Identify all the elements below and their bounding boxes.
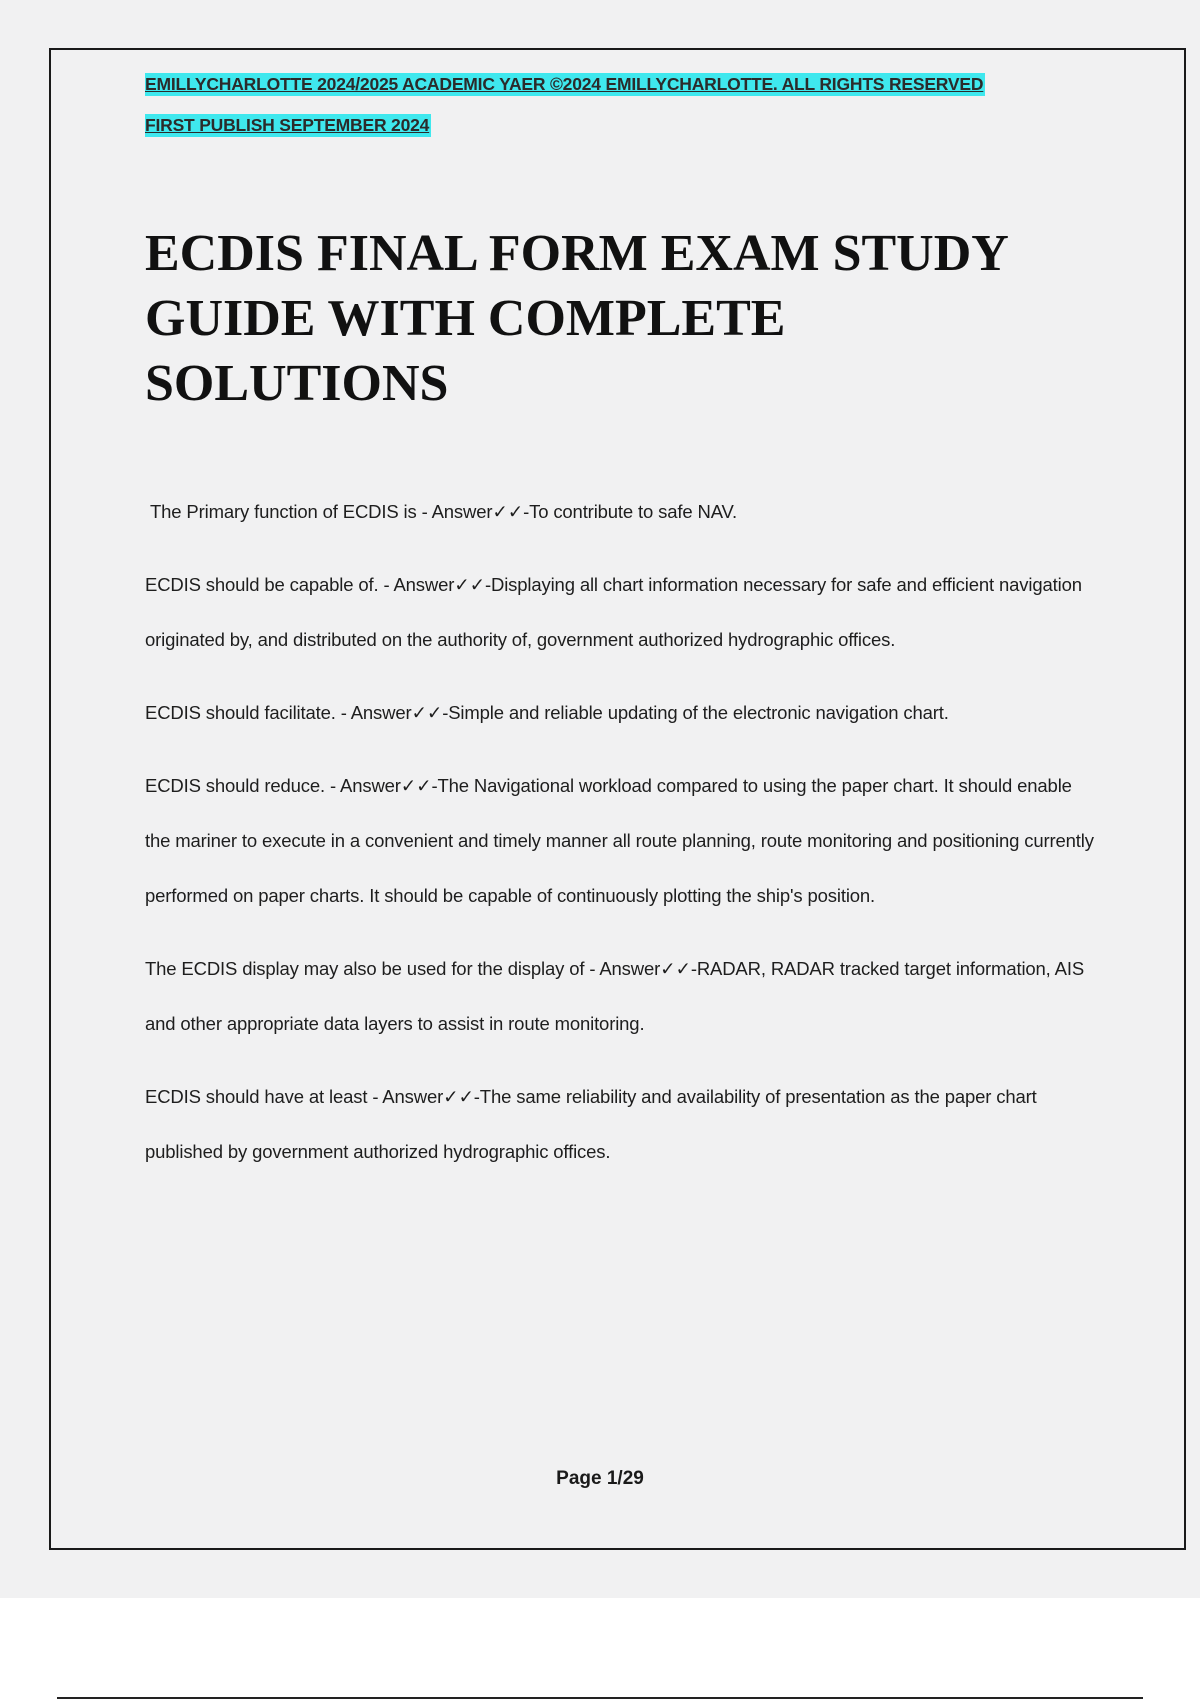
qa-item: ECDIS should reduce. - Answer✓✓-The Navigational workload compared to using the paper chart. It should enable the mariner to execute in a convenient and timely manner all route planning, route monitoring and positioning currently performed on paper charts. It should be capable of continuously plotting the ship's position. xyxy=(145,775,1094,906)
divider xyxy=(57,1697,1143,1699)
header-block xyxy=(145,70,1095,137)
copyright-header: EMILLYCHARLOTTE 2024/2025 ACADEMIC YAER ©2024 EMILLYCHARLOTTE. ALL RIGHTS RESERVED xyxy=(145,74,984,94)
page-number: Page 1/29 xyxy=(556,1468,644,1489)
publish-date-header: FIRST PUBLISH SEPTEMBER 2024 xyxy=(145,115,430,135)
qa-item: The ECDIS display may also be used for the display of - Answer✓✓-RADAR, RADAR tracked target information, AIS and other appropriate data layers to assist in route monitoring. xyxy=(145,958,1085,1034)
document-title: ECDIS FINAL FORM EXAM STUDY GUIDE WITH COMPLETE SOLUTIONS xyxy=(145,225,1007,412)
qa-item: ECDIS should have at least - Answer✓✓-The same reliability and availability of presentation as the paper chart published by government authorized hydrographic offices. xyxy=(145,1086,1037,1162)
qa-list xyxy=(145,484,1095,1179)
qa-item: ECDIS should facilitate. - Answer✓✓-Simple and reliable updating of the electronic navigation chart. xyxy=(145,702,949,723)
page-content xyxy=(145,70,1095,1179)
qa-item: The Primary function of ECDIS is - Answer✓✓-To contribute to safe NAV. xyxy=(150,501,738,522)
qa-item: ECDIS should be capable of. - Answer✓✓-Displaying all chart information necessary for safe and efficient navigation originated by, and distributed on the authority of, government authorized hydrographic offices. xyxy=(145,574,1082,650)
